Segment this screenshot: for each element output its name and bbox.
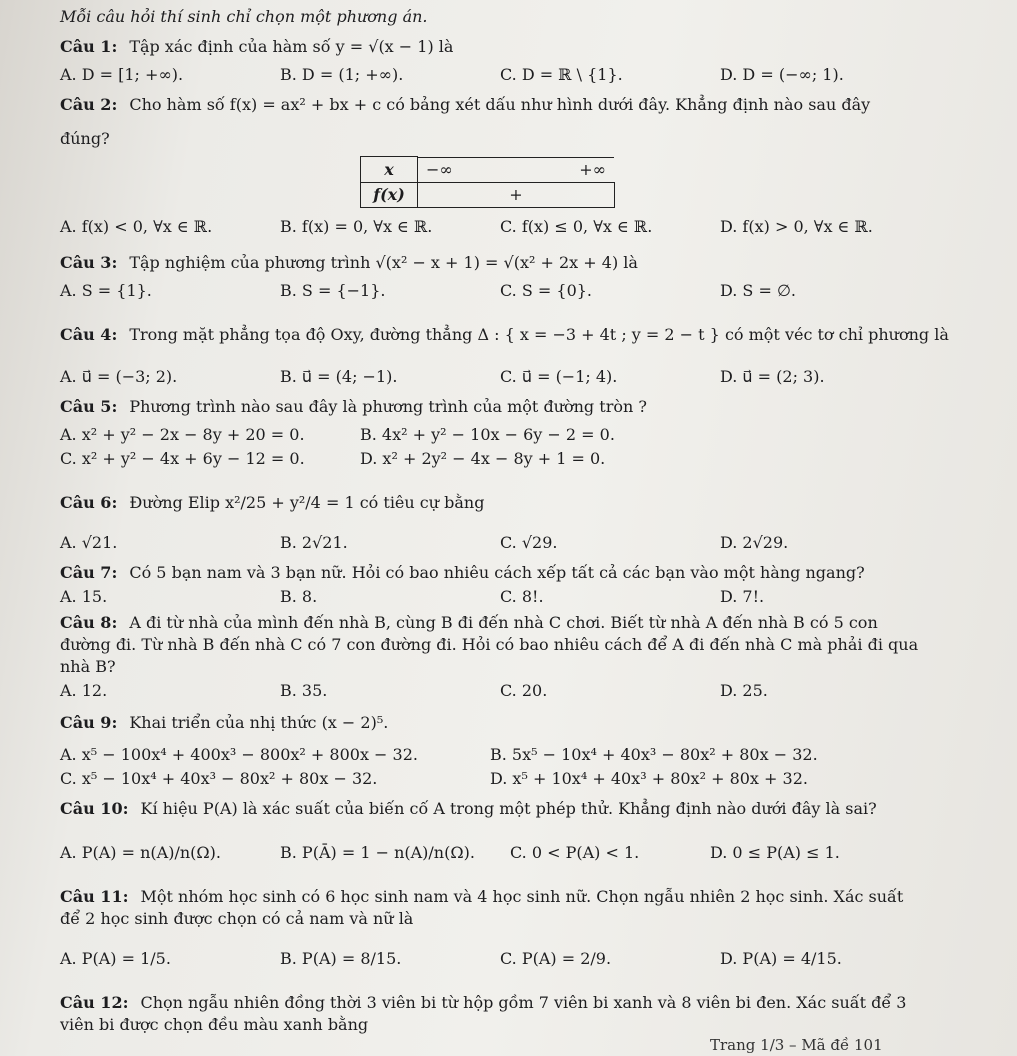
option-b: B. u⃗ = (4; −1).: [280, 366, 398, 386]
question-text: Khai triển của nhị thức (x − 2)⁵.: [129, 712, 389, 732]
option-c: C. S = {0}.: [500, 280, 593, 300]
question-label: Câu 3:: [60, 252, 118, 272]
question-text-cont: đúng?: [60, 129, 110, 148]
option-c: C. 0 < P(A) < 1.: [510, 842, 640, 862]
options-row: [60, 842, 977, 864]
question-6: [60, 492, 977, 514]
option-d: D. f(x) > 0, ∀x ∈ ℝ.: [720, 216, 873, 236]
question-label: Câu 2:: [60, 95, 118, 114]
option-b: B. P(A) = 8/15.: [280, 948, 402, 968]
question-1: [60, 36, 977, 58]
option-c: C. √29.: [500, 532, 558, 552]
question-text-cont: để 2 học sinh được chọn có cả nam và nữ là: [60, 908, 414, 928]
option-d: D. 7!.: [720, 586, 765, 606]
sign-table-x: x: [361, 157, 418, 183]
question-text: Chọn ngẫu nhiên đồng thời 3 viên bi từ hộp gồm 7 viên bi xanh và 8 viên bi đen. Xác suất để 3: [140, 992, 907, 1012]
question-text-cont: viên bi được chọn đều màu xanh bằng: [60, 1014, 369, 1034]
question-label: Câu 6:: [60, 492, 118, 512]
intro-text: Mỗi câu hỏi thí sinh chỉ chọn một phương án.: [60, 7, 428, 26]
option-b: B. 35.: [280, 680, 328, 700]
question-label: Câu 9:: [60, 712, 118, 732]
option-d: D. 0 ≤ P(A) ≤ 1.: [710, 842, 840, 862]
options-row: [60, 768, 977, 790]
pos-infinity: +∞: [579, 160, 606, 179]
option-a: A. S = {1}.: [60, 280, 152, 300]
options-row: [60, 680, 977, 702]
options-row: [60, 366, 977, 388]
option-a: A. u⃗ = (−3; 2).: [60, 366, 178, 386]
option-d: D. P(A) = 4/15.: [720, 948, 842, 968]
option-c: C. x² + y² − 4x + 6y − 12 = 0.: [60, 448, 305, 468]
options-row: [60, 532, 977, 554]
question-12: [60, 992, 977, 1014]
options-row: [60, 948, 977, 970]
option-a: A. P(A) = 1/5.: [60, 948, 171, 968]
question-text: Kí hiệu P(A) là xác suất của biến cố A trong một phép thử. Khẳng định nào dưới đây là sai?: [140, 798, 877, 818]
question-10: [60, 798, 977, 820]
options-row: [60, 448, 977, 470]
option-c: C. u⃗ = (−1; 4).: [500, 366, 618, 386]
option-b: B. S = {−1}.: [280, 280, 386, 300]
question-label: Câu 7:: [60, 562, 118, 582]
question-text: Tập nghiệm của phương trình √(x² − x + 1) = √(x² + 2x + 4) là: [129, 252, 638, 272]
option-c: C. 8!.: [500, 586, 544, 606]
question-label: Câu 11:: [60, 886, 129, 906]
option-b: B. 5x⁵ − 10x⁴ + 40x³ − 80x² + 80x − 32.: [490, 744, 818, 764]
question-text: Đường Elip x²/25 + y²/4 = 1 có tiêu cự bằng: [129, 492, 485, 512]
option-a: A. x⁵ − 100x⁴ + 400x³ − 800x² + 800x − 32.: [60, 744, 418, 764]
options-row: [60, 216, 977, 238]
question-label: Câu 12:: [60, 992, 129, 1012]
option-c: C. f(x) ≤ 0, ∀x ∈ ℝ.: [500, 216, 653, 236]
option-b: B. 2√21.: [280, 532, 348, 552]
options-row: [60, 64, 977, 86]
question-2: [60, 94, 977, 116]
options-row: [60, 744, 977, 766]
question-text: Trong mặt phẳng tọa độ Oxy, đường thẳng Δ : { x = −3 + 4t ; y = 2 − t } có một véc tơ chỉ phương là: [129, 324, 949, 344]
option-c: C. P(A) = 2/9.: [500, 948, 612, 968]
option-b: B. f(x) = 0, ∀x ∈ ℝ.: [280, 216, 433, 236]
question-text-cont: đường đi. Từ nhà B đến nhà C có 7 con đường đi. Hỏi có bao nhiêu cách để A đi đến nhà C mà phải đi qua: [60, 634, 919, 654]
question-8: [60, 612, 977, 634]
option-a: A. x² + y² − 2x − 8y + 20 = 0.: [60, 424, 305, 444]
option-b: B. 4x² + y² − 10x − 6y − 2 = 0.: [360, 424, 615, 444]
sign-table-fx: f(x): [361, 182, 418, 207]
option-c: C. D = ℝ \ {1}.: [500, 65, 623, 84]
neg-infinity: −∞: [426, 160, 453, 179]
sign-table-sign: +: [418, 182, 615, 207]
question-label: Câu 4:: [60, 324, 118, 344]
option-c: C. 20.: [500, 680, 548, 700]
option-d: D. 25.: [720, 680, 768, 700]
option-a: A. 12.: [60, 680, 108, 700]
question-text: Tập xác định của hàm số y = √(x − 1) là: [129, 37, 454, 56]
option-d: D. x⁵ + 10x⁴ + 40x³ + 80x² + 80x + 32.: [490, 768, 808, 788]
question-11: [60, 886, 977, 908]
question-text: A đi từ nhà của mình đến nhà B, cùng B đi đến nhà C chơi. Biết từ nhà A đến nhà B có 5 con: [129, 612, 878, 632]
question-4: [60, 324, 977, 346]
question-text: Một nhóm học sinh có 6 học sinh nam và 4 học sinh nữ. Chọn ngẫu nhiên 2 học sinh. Xác suất: [140, 886, 904, 906]
sign-table: [360, 156, 615, 208]
question-5: [60, 396, 977, 418]
options-row: [60, 586, 977, 608]
page-footer: Trang 1/3 – Mã đề 101: [710, 1036, 883, 1054]
question-9: [60, 712, 977, 734]
question-label: Câu 10:: [60, 798, 129, 818]
option-a: A. D = [1; +∞).: [60, 65, 184, 84]
question-label: Câu 1:: [60, 37, 118, 56]
option-c: C. x⁵ − 10x⁴ + 40x³ − 80x² + 80x − 32.: [60, 768, 378, 788]
option-a: A. √21.: [60, 532, 118, 552]
question-text: Phương trình nào sau đây là phương trình của một đường tròn ?: [129, 396, 647, 416]
option-d: D. x² + 2y² − 4x − 8y + 1 = 0.: [360, 448, 606, 468]
option-d: D. S = ∅.: [720, 280, 796, 300]
question-text: Cho hàm số f(x) = ax² + bx + c có bảng xét dấu như hình dưới đây. Khẳng định nào sau đây: [129, 95, 871, 114]
question-label: Câu 8:: [60, 612, 118, 632]
options-row: [60, 280, 977, 302]
question-text-cont: nhà B?: [60, 656, 116, 676]
question-7: [60, 562, 977, 584]
question-text: Có 5 bạn nam và 3 bạn nữ. Hỏi có bao nhiêu cách xếp tất cả các bạn vào một hàng ngang?: [129, 562, 865, 582]
question-3: [60, 252, 977, 274]
option-a: A. P(A) = n(A)/n(Ω).: [60, 842, 221, 862]
option-b: B. D = (1; +∞).: [280, 65, 404, 84]
question-label: Câu 5:: [60, 396, 118, 416]
option-b: B. P(Ā) = 1 − n(A)/n(Ω).: [280, 842, 475, 862]
option-d: D. u⃗ = (2; 3).: [720, 366, 825, 386]
option-a: A. 15.: [60, 586, 108, 606]
options-row: [60, 424, 977, 446]
option-b: B. 8.: [280, 586, 318, 606]
sign-table-range: [418, 157, 614, 182]
option-d: D. D = (−∞; 1).: [720, 65, 844, 84]
option-a: A. f(x) < 0, ∀x ∈ ℝ.: [60, 216, 213, 236]
option-d: D. 2√29.: [720, 532, 789, 552]
